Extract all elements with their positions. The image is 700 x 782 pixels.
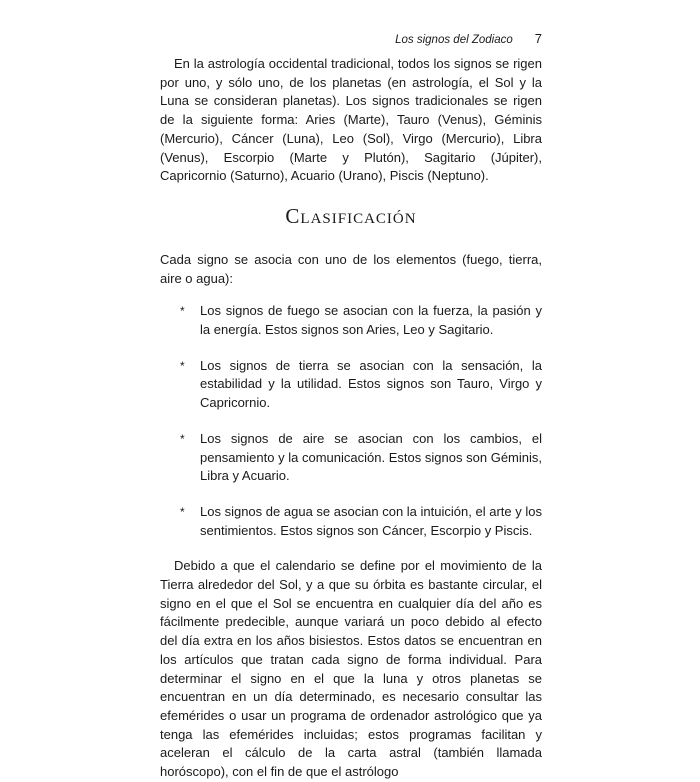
list-item-text: Los signos de agua se asocian con la intuición, el arte y los sentimientos. Estos signos son Cáncer, Escorpio y Piscis.	[200, 503, 542, 538]
page-number: 7	[534, 31, 542, 46]
list-item-earth	[160, 357, 542, 413]
section-heading: Clasificación	[285, 203, 417, 228]
list-item-water	[160, 503, 542, 540]
bullet-marker: *	[180, 431, 185, 446]
list-item-text: Los signos de tierra se asocian con la sensación, la estabilidad y la utilidad. Estos signos son Tauro, Virgo y Capricornio.	[200, 357, 542, 411]
bullet-marker: *	[180, 504, 185, 519]
page-body	[160, 55, 542, 782]
closing-paragraph: Debido a que el calendario se define por el movimiento de la Tierra alrededor del Sol, y a que su órbita es bastante circular, el signo en el que el Sol se encuentra en cualquier día del año es fácilmente predecible, aunque variará un poco debido al efecto del día extra en los años bisiestos. Estos datos se encuentran en los artículos que tratan cada signo de forma individual. Para determinar el signo en el que la luna y otros planetas se encuentran en un día determinado, es necesario consultar las efemérides o usar un programa de ordenador astrológico que ya tenga las efemérides incluidas; estos programas facilitan y aceleran el cálculo de la carta astral (también llamada horóscopo), con el fin de que el astrólogo	[160, 558, 542, 780]
bullet-marker: *	[180, 358, 185, 373]
running-head	[160, 31, 542, 46]
list-item-air	[160, 430, 542, 486]
bullet-marker: *	[180, 304, 185, 319]
elements-intro: Cada signo se asocia con uno de los elementos (fuego, tierra, aire o agua):	[160, 251, 542, 286]
list-item-text: Los signos de aire se asocian con los cambios, el pensamiento y la comunicación. Estos signos son Géminis, Libra y Acuario.	[200, 430, 542, 484]
list-item-text: Los signos de fuego se asocian con la fuerza, la pasión y la energía. Estos signos son Aries, Leo y Sagitario.	[200, 303, 542, 338]
running-title: Los signos del Zodiaco	[395, 34, 513, 46]
list-item-fire	[160, 302, 542, 339]
intro-paragraph: En la astrología occidental tradicional, todos los signos se rigen por uno, y sólo uno, de los planetas (en astrología, el Sol y la Luna se consideran planetas). Los signos tradicionales se rigen de la siguiente forma: Aries (Marte), Tauro (Venus), Géminis (Mercurio), Cáncer (Luna), Leo (Sol), Virgo (Mercurio), Libra (Venus), Escorpio (Marte y Plutón), Sagitario (Júpiter), Capricornio (Saturno), Acuario (Urano), Piscis (Neptuno).	[160, 56, 542, 184]
elements-list	[160, 302, 542, 540]
